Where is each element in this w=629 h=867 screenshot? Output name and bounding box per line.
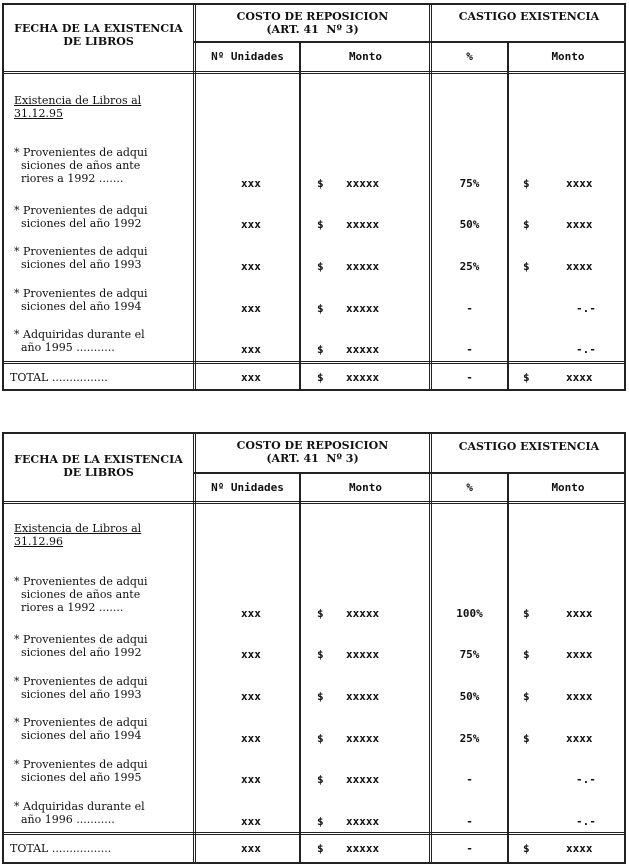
- existencia-heading: Existencia de Libros al 31.12.95: [14, 94, 142, 120]
- row-amount: xxxxx: [346, 302, 380, 315]
- currency-symbol: $: [523, 371, 530, 384]
- row-label: * Provenientes de adqui siciones de años ante riores a 1992 .......: [14, 146, 148, 185]
- row-amount: xxxxx: [346, 690, 380, 703]
- header-monto: Monto: [348, 50, 383, 63]
- row-label: * Provenientes de adqui siciones del año 1995: [14, 758, 148, 784]
- row-castigo: xxxx: [566, 607, 593, 620]
- currency-symbol: $: [317, 218, 324, 231]
- header-unidades: Nº Unidades: [211, 481, 284, 494]
- header-castigo: CASTIGO EXISTENCIA: [458, 10, 600, 23]
- currency-symbol: $: [317, 815, 324, 828]
- currency-symbol: $: [523, 607, 530, 620]
- currency-symbol: $: [317, 690, 324, 703]
- table-1: [2, 3, 626, 391]
- row-divider: [4, 361, 624, 364]
- row-label: * Provenientes de adqui siciones del año 1992: [14, 204, 148, 230]
- row-units: xxx: [241, 773, 261, 786]
- header-monto: Monto: [348, 481, 383, 494]
- currency-symbol: $: [317, 732, 324, 745]
- row-units: xxx: [241, 218, 261, 231]
- row-percent: 100%: [456, 607, 483, 620]
- header-percent: %: [466, 481, 473, 494]
- header-monto: Monto: [551, 481, 585, 494]
- row-percent: 75%: [459, 177, 480, 190]
- row-units: xxx: [241, 343, 261, 356]
- column-divider: [507, 43, 509, 389]
- row-divider: [193, 41, 624, 43]
- total-units: xxx: [241, 371, 261, 384]
- row-castigo: -.-: [576, 815, 596, 828]
- row-castigo: xxxx: [566, 732, 593, 745]
- row-percent: -: [466, 343, 473, 356]
- header-fecha: FECHA DE LA EXISTENCIA DE LIBROS: [14, 22, 183, 48]
- row-label: * Provenientes de adqui siciones del año 1993: [14, 245, 148, 271]
- row-castigo: xxxx: [566, 177, 593, 190]
- row-castigo: -.-: [576, 302, 596, 315]
- header-percent: %: [466, 50, 473, 63]
- row-percent: -: [466, 302, 473, 315]
- row-divider: [193, 472, 624, 474]
- row-amount: xxxxx: [346, 815, 380, 828]
- column-divider: [193, 434, 196, 862]
- currency-symbol: $: [523, 260, 530, 273]
- total-amount: xxxxx: [346, 371, 380, 384]
- row-units: xxx: [241, 607, 261, 620]
- currency-symbol: $: [523, 732, 530, 745]
- row-label: * Adquiridas durante el año 1996 ...........: [14, 800, 145, 826]
- currency-symbol: $: [523, 177, 530, 190]
- row-amount: xxxxx: [346, 648, 380, 661]
- column-divider: [299, 474, 301, 862]
- row-percent: 75%: [459, 648, 480, 661]
- row-amount: xxxxx: [346, 732, 380, 745]
- row-label: * Provenientes de adqui siciones del año 1993: [14, 675, 148, 701]
- row-percent: 50%: [459, 690, 480, 703]
- row-units: xxx: [241, 690, 261, 703]
- currency-symbol: $: [317, 177, 324, 190]
- row-units: xxx: [241, 815, 261, 828]
- column-divider: [299, 43, 301, 389]
- row-units: xxx: [241, 260, 261, 273]
- row-label: * Provenientes de adqui siciones del año 1994: [14, 716, 148, 742]
- total-units: xxx: [241, 842, 261, 855]
- total-label: TOTAL .................: [10, 842, 112, 855]
- row-castigo: -.-: [576, 343, 596, 356]
- row-percent: 25%: [459, 260, 480, 273]
- row-amount: xxxxx: [346, 177, 380, 190]
- row-amount: xxxxx: [346, 218, 380, 231]
- total-percent: -: [466, 842, 473, 855]
- row-units: xxx: [241, 732, 261, 745]
- row-castigo: xxxx: [566, 648, 593, 661]
- currency-symbol: $: [523, 690, 530, 703]
- row-percent: 50%: [459, 218, 480, 231]
- total-castigo: xxxx: [566, 842, 593, 855]
- total-percent: -: [466, 371, 473, 384]
- row-divider: [4, 501, 624, 504]
- total-label: TOTAL ................: [10, 371, 108, 384]
- total-amount: xxxxx: [346, 842, 380, 855]
- currency-symbol: $: [317, 773, 324, 786]
- currency-symbol: $: [523, 218, 530, 231]
- row-amount: xxxxx: [346, 773, 380, 786]
- currency-symbol: $: [317, 343, 324, 356]
- header-costo: COSTO DE REPOSICION (ART. 41 Nº 3): [236, 10, 389, 36]
- row-units: xxx: [241, 648, 261, 661]
- row-percent: -: [466, 815, 473, 828]
- row-label: * Provenientes de adqui siciones del año 1994: [14, 287, 148, 313]
- existencia-heading: Existencia de Libros al 31.12.96: [14, 522, 142, 548]
- currency-symbol: $: [317, 648, 324, 661]
- header-costo: COSTO DE REPOSICION (ART. 41 Nº 3): [236, 439, 389, 465]
- header-castigo: CASTIGO EXISTENCIA: [458, 440, 600, 453]
- row-castigo: xxxx: [566, 218, 593, 231]
- header-monto: Monto: [551, 50, 585, 63]
- row-label: * Adquiridas durante el año 1995 ...........: [14, 328, 145, 354]
- row-label: * Provenientes de adqui siciones de años ante riores a 1992 .......: [14, 575, 148, 614]
- total-castigo: xxxx: [566, 371, 593, 384]
- header-fecha: FECHA DE LA EXISTENCIA DE LIBROS: [14, 453, 183, 479]
- row-label: * Provenientes de adqui siciones del año 1992: [14, 633, 148, 659]
- column-divider: [507, 474, 509, 862]
- currency-symbol: $: [523, 648, 530, 661]
- currency-symbol: $: [317, 607, 324, 620]
- row-amount: xxxxx: [346, 260, 380, 273]
- row-divider: [4, 832, 624, 835]
- row-percent: -: [466, 773, 473, 786]
- currency-symbol: $: [523, 842, 530, 855]
- row-castigo: xxxx: [566, 260, 593, 273]
- row-amount: xxxxx: [346, 343, 380, 356]
- row-amount: xxxxx: [346, 607, 380, 620]
- currency-symbol: $: [317, 371, 324, 384]
- row-units: xxx: [241, 302, 261, 315]
- header-unidades: Nº Unidades: [211, 50, 284, 63]
- row-percent: 25%: [459, 732, 480, 745]
- table-2: [2, 432, 626, 864]
- row-castigo: -.-: [576, 773, 596, 786]
- currency-symbol: $: [317, 302, 324, 315]
- row-divider: [4, 71, 624, 74]
- currency-symbol: $: [317, 842, 324, 855]
- row-castigo: xxxx: [566, 690, 593, 703]
- row-units: xxx: [241, 177, 261, 190]
- currency-symbol: $: [317, 260, 324, 273]
